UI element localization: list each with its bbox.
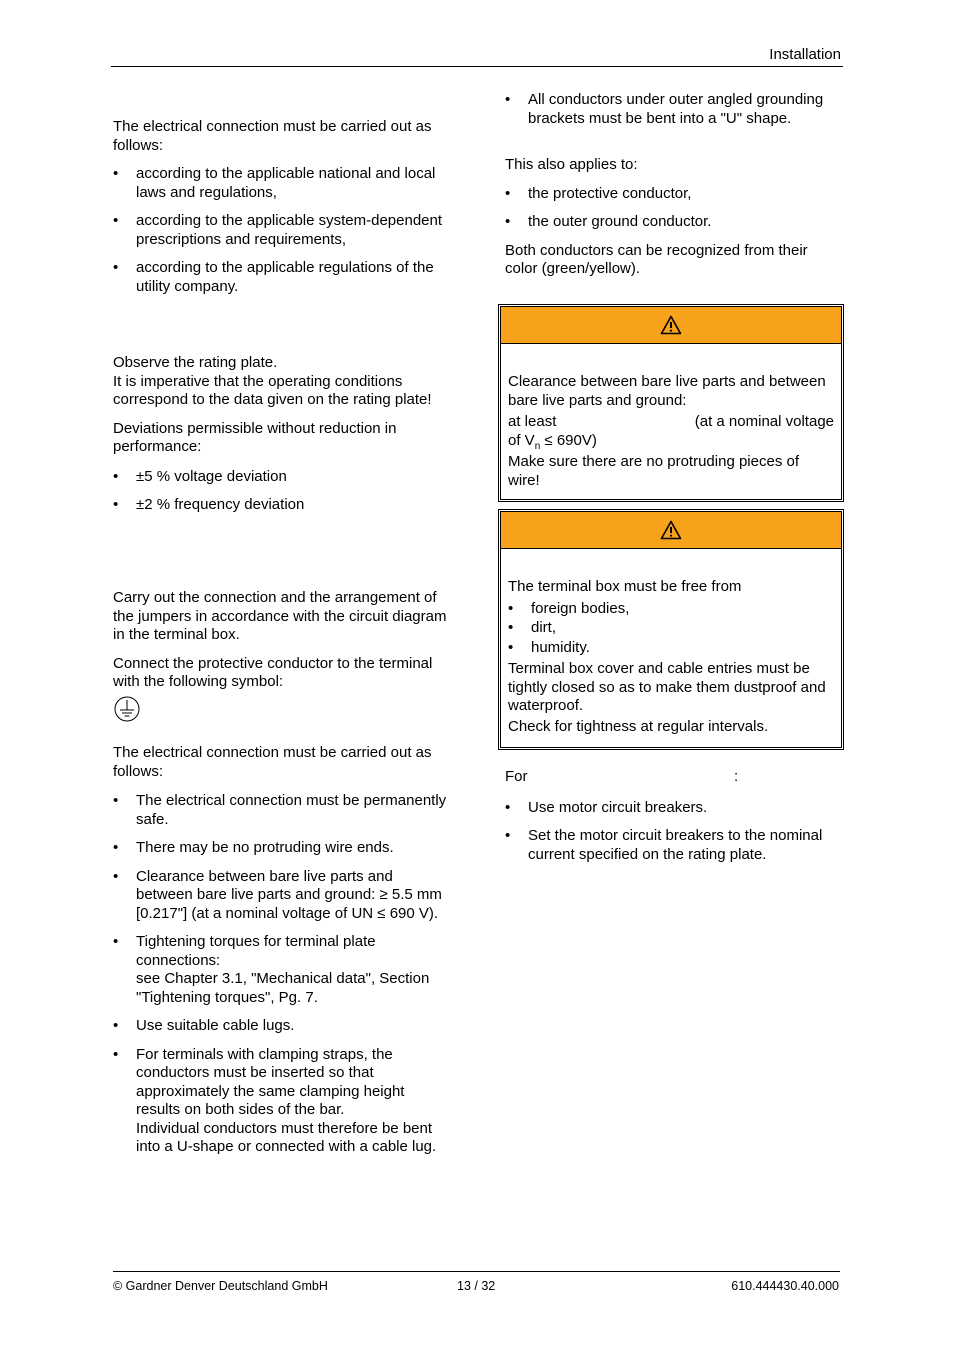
- bullet-list: [505, 185, 840, 232]
- warning-header: [501, 307, 841, 344]
- list-item: • ±5 % voltage deviation: [113, 468, 448, 487]
- footer-document-number: 610.444430.40.000: [731, 1279, 839, 1293]
- list-item: • according to the applicable system-dependent prescriptions and requirements,: [113, 212, 448, 249]
- warning-text: Check for tightness at regular intervals.: [508, 717, 769, 735]
- warning-text: Terminal box cover and cable entries must be tightly closed so as to make them dustproof and waterproof.: [508, 660, 826, 714]
- warning-box: [498, 304, 844, 502]
- list-item: • Clearance between bare live parts and between bare live parts and ground: ≥ 5.5 mm [0.217"] (at a nominal voltage of UN ≤ 690 V).: [113, 868, 448, 924]
- paragraph-text: :: [734, 768, 739, 785]
- left-block-4: [113, 744, 448, 1157]
- paragraph: Carry out the connection and the arrangement of the jumpers in accordance with the circuit diagram in the terminal box.: [113, 589, 447, 643]
- warning-body: [501, 549, 841, 736]
- warning-text-part: ≤ 690V): [540, 431, 597, 449]
- list-item-line: • For terminals with clamping straps, the conductors must be inserted so that approximately the same clamping height results on both sides of the bar.: [136, 1045, 405, 1118]
- left-block-1: [113, 118, 448, 296]
- paragraph: The electrical connection must be carried out as follows:: [113, 744, 432, 780]
- list-item-line: • Tightening torques for terminal plate connections:: [136, 933, 376, 969]
- warning-triangle-icon: [660, 315, 682, 335]
- warning-text: Clearance between bare live parts and between bare live parts and ground:: [508, 373, 826, 409]
- paragraph-row: [505, 768, 840, 787]
- paragraph: The electrical connection must be carried out as follows:: [113, 118, 432, 154]
- bullet-list: [508, 599, 834, 658]
- list-item: • foreign bodies,: [508, 599, 834, 619]
- warning-text: (at a nominal voltage: [694, 413, 834, 430]
- paragraph: It is imperative that the operating conditions correspond to the data given on the rating plate!: [113, 372, 432, 408]
- bullet-list: [113, 792, 448, 1157]
- list-item: [113, 1046, 448, 1157]
- paragraph: This also applies to:: [505, 156, 638, 173]
- warning-text-row: [508, 413, 834, 432]
- list-item: • All conductors under outer angled grounding brackets must be bent into a "U" shape.: [505, 91, 840, 128]
- list-item-line: see Chapter 3.1, "Mechanical data", Section "Tightening torques", Pg. 7.: [136, 970, 430, 1006]
- list-item: • The electrical connection must be permanently safe.: [113, 792, 448, 829]
- footer-rule: [113, 1271, 840, 1272]
- list-item: • There may be no protruding wire ends.: [113, 839, 448, 858]
- paragraph: Observe the rating plate.: [113, 354, 278, 371]
- warning-text: [508, 432, 834, 451]
- warning-text: The terminal box must be free from: [508, 578, 742, 595]
- list-item-line: Individual conductors must therefore be bent into a U-shape or connected with a cable lug.: [136, 1119, 437, 1155]
- header-rule: [111, 66, 843, 67]
- bullet-list: [505, 799, 840, 865]
- left-block-2: [113, 354, 448, 515]
- list-item: • according to the applicable regulations of the utility company.: [113, 259, 448, 296]
- right-block-2: [505, 768, 840, 864]
- warning-text: Make sure there are no protruding pieces of wire!: [508, 453, 799, 489]
- warning-triangle-icon: [660, 520, 682, 540]
- bullet-list: [113, 165, 448, 296]
- right-block-1: [505, 91, 840, 279]
- warning-text-part: of V: [508, 431, 535, 449]
- bullet-list: [113, 468, 448, 515]
- footer-company: © Gardner Denver Deutschland GmbH: [113, 1279, 328, 1293]
- footer-page-number: 13 / 32: [457, 1279, 496, 1293]
- list-item: • the protective conductor,: [505, 185, 840, 204]
- list-item: • ±2 % frequency deviation: [113, 496, 448, 515]
- list-item: • according to the applicable national and local laws and regulations,: [113, 165, 448, 202]
- left-block-3: [113, 589, 448, 722]
- warning-body: [501, 344, 841, 490]
- warning-header: [501, 512, 841, 549]
- list-item: • Use motor circuit breakers.: [505, 799, 840, 818]
- list-item: • the outer ground conductor.: [505, 213, 840, 232]
- list-item: • humidity.: [508, 638, 834, 658]
- paragraph: Deviations permissible without reduction in performance:: [113, 419, 397, 455]
- list-item: • Set the motor circuit breakers to the nominal current specified on the rating plate.: [505, 827, 840, 864]
- list-item: [113, 933, 448, 1007]
- warning-text: at least: [508, 413, 557, 430]
- bullet-list: [505, 91, 840, 128]
- paragraph: Both conductors can be recognized from their color (green/yellow).: [505, 241, 808, 277]
- paragraph-text: For: [505, 768, 528, 785]
- list-item: • dirt,: [508, 618, 834, 638]
- paragraph: Connect the protective conductor to the terminal with the following symbol:: [113, 654, 433, 690]
- subscript: n: [534, 440, 541, 452]
- protective-earth-icon: [113, 696, 141, 722]
- header-section-title: Installation: [769, 46, 841, 63]
- warning-box: [498, 509, 844, 750]
- list-item: • Use suitable cable lugs.: [113, 1017, 448, 1036]
